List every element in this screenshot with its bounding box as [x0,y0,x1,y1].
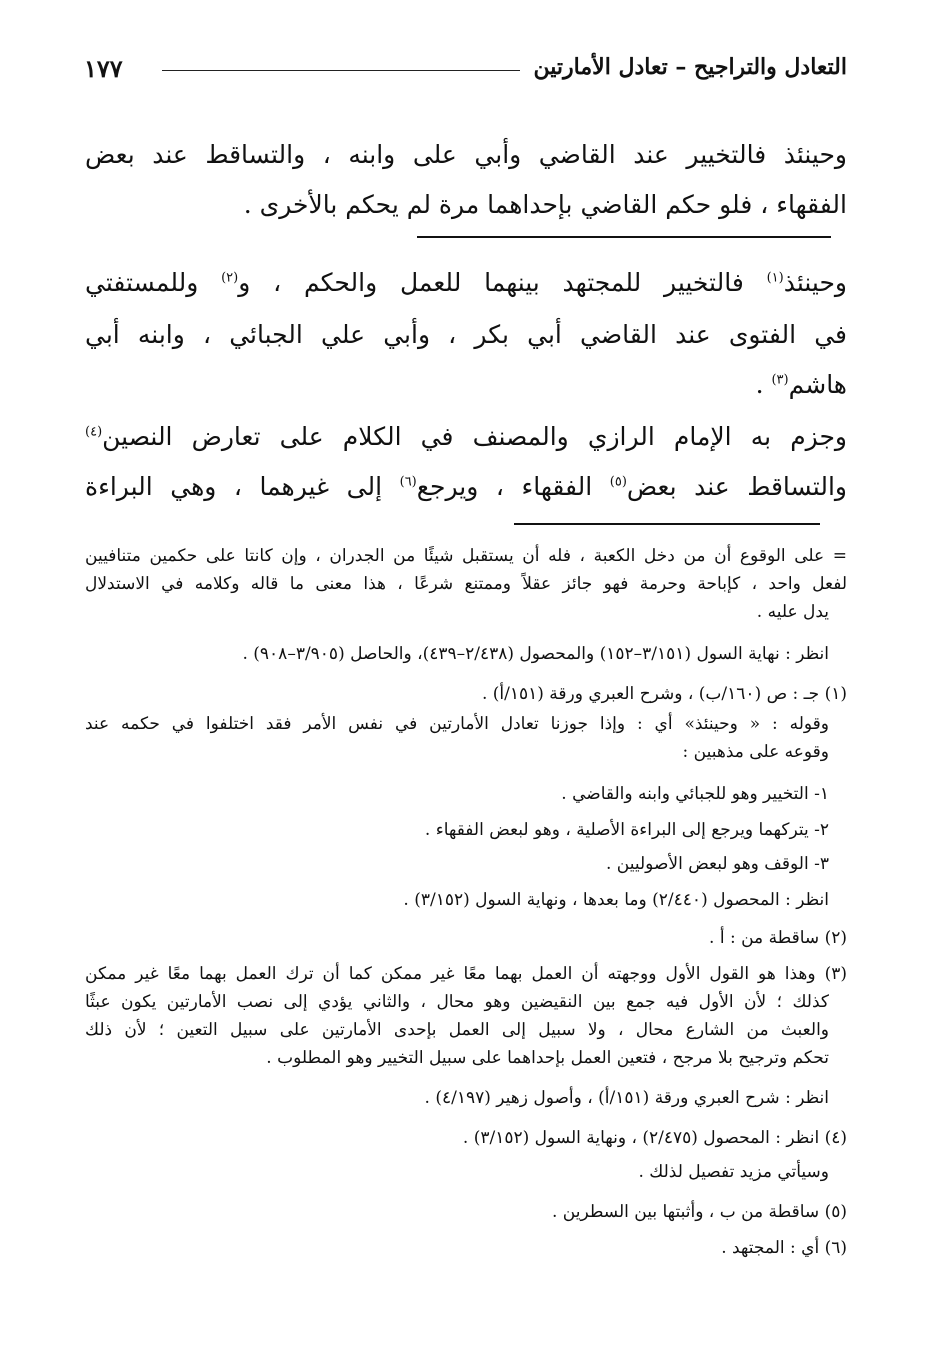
footnote-line: ٢- يتركهما ويرجع إلى البراءة الأصلية ، وهو لبعض الفقهاء . [424,820,829,840]
footnote-line: وقوعه على مذهبين : [682,742,829,762]
footnote-5: (٥) ساقطة من ب ، وأثبتها بين السطرين . [551,1202,847,1222]
body-line: وحينئذ فالتخيير عند القاضي وأبي على وابنه ، والتساقط عند بعض [85,140,847,169]
footnote-3: (٣) وهذا هو القول الأول ووجهته أن العمل بهما معًا غير ممكن كما أن ترك العمل بهما معًا غير ممكن [85,964,847,984]
footnote-separator [514,523,820,525]
inserted-text-rule [417,236,831,238]
footnote-line: والعبث من الشارع محال ، ولا سبيل إلى العمل بإحدى الأمارتين على سبيل التعين ؛ لأن ذلك [85,1020,829,1040]
footnote-ref: (٣) [771,372,789,388]
footnote-ref: (٦) [399,474,417,490]
footnote-ref: (٢) [221,270,239,286]
footnote-line: يدل عليه . [756,602,829,622]
footnote-ref: (٥) [609,474,627,490]
footnote-6: (٦) أي : المجتهد . [721,1238,847,1258]
footnote-line: ١- التخيير وهو للجبائي وابنه والقاضي . [561,784,829,804]
footnote-line: انظر : شرح العبري ورقة (١٥١/أ) ، وأصول زهير (٤/١٩٧) . [424,1088,829,1108]
footnote-line: وقوله : « وحينئذ» أي : وإذا جوزنا تعادل الأمارتين في نفس الأمر فقد اختلفوا في حكمه عند [85,714,829,734]
footnote-line: وسيأتي مزيد تفصيل لذلك . [638,1162,829,1182]
footnote-line: = على الوقوع أن من دخل الكعبة ، فله أن يستقبل شيئًا من الجدران ، وإن كانتا على حكمين متنافيين [85,546,847,566]
body-line: وحينئذ$^{(١)}$ فالتخيير للمجتهد بينهما للعمل والحكم ، و$^{(٢)}$ وللمستفتي [85,268,847,297]
body-line: وجزم به الإمام الرازي والمصنف في الكلام على تعارض النصين$^{(٤)}$ [85,422,847,451]
header-rule [162,70,520,71]
footnote-line: لفعل واحد ، كإباحة وحرمة فهو جائز عقلاً وممتنع شرعًا ، هذا معنى ما قاله وكلامه في الاستدلال [85,574,847,594]
footnote-2: (٢) ساقطة من : أ . [709,928,847,948]
body-line: والتساقط عند بعض$^{(٥)}$ الفقهاء ، ويرجع$^{(٦)}$ إلى غيرهما ، وهي البراءة [85,472,847,501]
body-line: هاشم$^{(٣)}$ . [755,370,847,399]
footnote-ref: (٤) [85,424,103,440]
footnote-line: انظر : نهاية السول (٣/١٥١–١٥٢) والمحصول (٢/٤٣٨–٤٣٩)، والحاصل (٣/٩٠٥–٩٠٨) . [242,644,829,664]
footnote-line: انظر : المحصول (٢/٤٤٠) وما بعدها ، ونهاية السول (٣/١٥٢) . [403,890,829,910]
footnote-line: كذلك ؛ لأن الأول فيه جمع بين النقيضين وهو محال ، والثاني يؤدي إلى نصب الأمارتين يكون عبثًا [85,992,829,1012]
body-line: في الفتوى عند القاضي أبي بكر ، وأبي علي الجبائي ، وابنه أبي [85,320,847,349]
footnote-line: تحكم وترجيح بلا مرجح ، فتعين العمل بإحداهما على سبيل التخيير وهو المطلوب . [266,1048,829,1068]
body-line: الفقهاء ، فلو حكم القاضي بإحداهما مرة لم يحكم بالأخرى . [243,190,847,219]
footnote-ref: (١) [766,270,784,286]
page-number: ١٧٧ [84,54,123,83]
footnote-line: ٣- الوقف وهو لبعض الأصوليين . [605,854,829,874]
footnote-1: (١) جـ : ص (١٦٠/ب) ، وشرح العبري ورقة (١٥١/أ) . [481,684,847,704]
running-header-title: التعادل والتراجيح – تعادل الأمارتين [533,54,847,80]
footnote-4: (٤) انظر : المحصول (٢/٤٧٥) ، ونهاية السول (٣/١٥٢) . [462,1128,847,1148]
